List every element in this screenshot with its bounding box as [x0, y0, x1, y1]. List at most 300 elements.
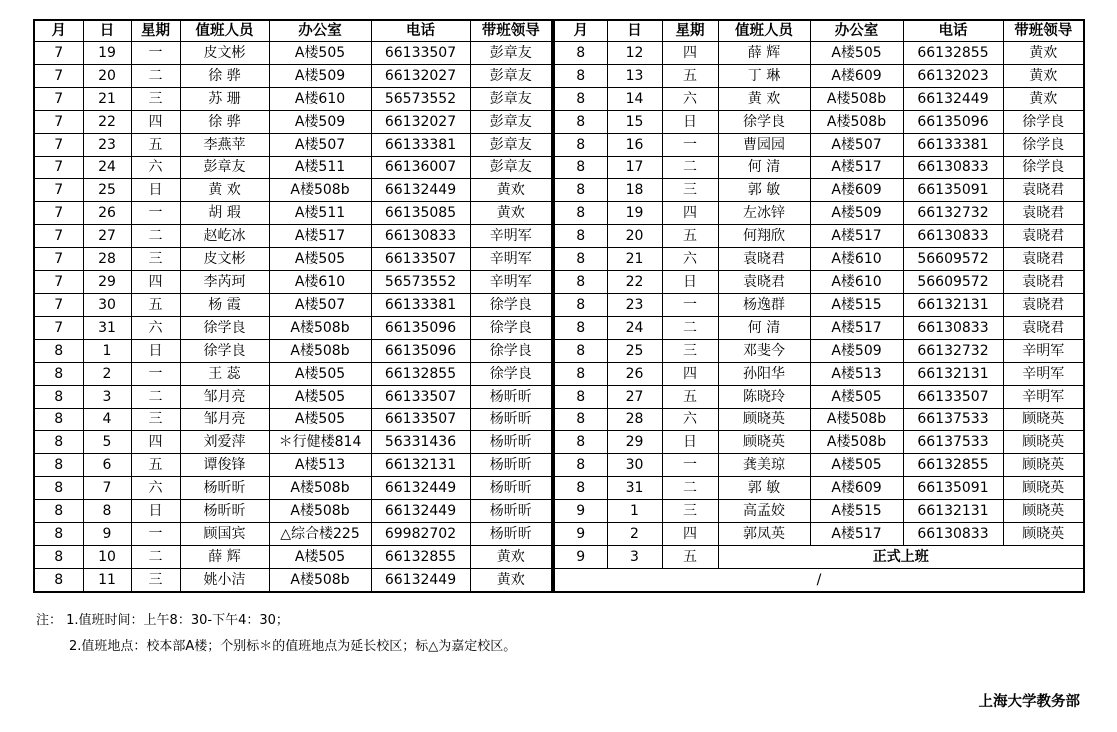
cell-month: 7 — [35, 293, 83, 316]
cell-leader: 杨昕昕 — [470, 454, 551, 477]
cell-day: 28 — [607, 408, 662, 431]
cell-leader: 袁晓君 — [1003, 293, 1083, 316]
cell-phone: 66130833 — [371, 225, 470, 248]
cell-leader: 黄欢 — [1003, 64, 1083, 87]
cell-month: 7 — [35, 316, 83, 339]
cell-weekday: 一 — [662, 293, 718, 316]
table-row — [35, 64, 551, 87]
note-prefix: 注： — [36, 613, 63, 628]
table-row — [555, 42, 1083, 65]
cell-month: 8 — [555, 385, 607, 408]
cell-weekday: 五 — [662, 225, 718, 248]
cell-month: 7 — [35, 156, 83, 179]
cell-month: 7 — [35, 42, 83, 65]
cell-day: 13 — [607, 64, 662, 87]
cell-weekday: 四 — [131, 110, 180, 133]
cell-office: A楼515 — [810, 293, 903, 316]
cell-day: 20 — [83, 64, 131, 87]
cell-weekday: 三 — [131, 248, 180, 271]
cell-month: 8 — [35, 431, 83, 454]
cell-office: A楼507 — [810, 133, 903, 156]
cell-day: 23 — [607, 293, 662, 316]
cell-day: 25 — [607, 339, 662, 362]
table-row — [555, 500, 1083, 523]
cell-leader: 徐学良 — [470, 316, 551, 339]
cell-leader: 徐学良 — [470, 362, 551, 385]
cell-staff: 姚小洁 — [180, 568, 269, 591]
cell-day: 24 — [607, 316, 662, 339]
cell-phone: 66137533 — [903, 431, 1003, 454]
cell-phone: 66132131 — [371, 454, 470, 477]
cell-leader: 杨昕昕 — [470, 385, 551, 408]
cell-day: 31 — [83, 316, 131, 339]
cell-leader: 袁晓君 — [1003, 271, 1083, 294]
cell-leader: 黄欢 — [1003, 87, 1083, 110]
cell-day: 2 — [83, 362, 131, 385]
cell-month: 8 — [555, 202, 607, 225]
cell-office: A楼508b — [269, 568, 371, 591]
cell-phone: 66132732 — [903, 202, 1003, 225]
cell-leader: 黄欢 — [470, 202, 551, 225]
cell-month: 8 — [555, 248, 607, 271]
table-row — [35, 523, 551, 546]
cell-month: 8 — [555, 179, 607, 202]
cell-phone: 66133507 — [371, 248, 470, 271]
cell-weekday: 三 — [131, 87, 180, 110]
table-row — [555, 339, 1083, 362]
cell-leader: 彭章友 — [470, 133, 551, 156]
roster-left-half — [35, 21, 551, 591]
cell-weekday: 四 — [662, 362, 718, 385]
cell-phone: 66132131 — [903, 362, 1003, 385]
cell-weekday: 日 — [131, 179, 180, 202]
cell-staff: 刘爱萍 — [180, 431, 269, 454]
cell-month: 7 — [35, 110, 83, 133]
cell-staff: 顾国宾 — [180, 523, 269, 546]
cell-day: 29 — [83, 271, 131, 294]
cell-weekday: 五 — [131, 133, 180, 156]
cell-weekday: 三 — [662, 339, 718, 362]
cell-weekday: 六 — [662, 408, 718, 431]
cell-staff: 徐 骅 — [180, 110, 269, 133]
cell-day: 21 — [607, 248, 662, 271]
cell-day: 30 — [607, 454, 662, 477]
cell-staff: 高孟姣 — [718, 500, 810, 523]
cell-leader: 彭章友 — [470, 64, 551, 87]
cell-weekday: 三 — [662, 179, 718, 202]
cell-office: A楼508b — [269, 477, 371, 500]
cell-leader: 顾晓英 — [1003, 431, 1083, 454]
organization-signature: 上海大学教务部 — [978, 694, 1080, 710]
cell-day: 22 — [607, 271, 662, 294]
cell-staff: 薛 辉 — [718, 42, 810, 65]
cell-day: 21 — [83, 87, 131, 110]
cell-weekday: 四 — [662, 523, 718, 546]
table-row — [555, 156, 1083, 179]
cell-leader: 杨昕昕 — [470, 408, 551, 431]
cell-staff: 徐学良 — [180, 316, 269, 339]
cell-staff: 孙阳华 — [718, 362, 810, 385]
cell-office: A楼505 — [810, 385, 903, 408]
table-row — [35, 477, 551, 500]
table-row — [35, 408, 551, 431]
cell-weekday: 五 — [131, 293, 180, 316]
cell-weekday: 日 — [662, 271, 718, 294]
cell-staff: 丁 琳 — [718, 64, 810, 87]
table-row — [35, 316, 551, 339]
cell-staff: 左冰锌 — [718, 202, 810, 225]
cell-day: 31 — [607, 477, 662, 500]
cell-weekday: 五 — [662, 385, 718, 408]
table-row — [35, 454, 551, 477]
cell-staff: 邓斐今 — [718, 339, 810, 362]
cell-office: A楼513 — [810, 362, 903, 385]
cell-office: A楼511 — [269, 156, 371, 179]
cell-office: A楼513 — [269, 454, 371, 477]
cell-phone: 66132855 — [903, 42, 1003, 65]
cell-weekday: 六 — [662, 87, 718, 110]
cell-leader: 杨昕昕 — [470, 431, 551, 454]
cell-day: 6 — [83, 454, 131, 477]
right-table — [555, 21, 1083, 591]
cell-phone: 66130833 — [903, 523, 1003, 546]
cell-office: A楼515 — [810, 500, 903, 523]
cell-office: A楼511 — [269, 202, 371, 225]
cell-staff: 袁晓君 — [718, 271, 810, 294]
cell-leader: 袁晓君 — [1003, 225, 1083, 248]
header-weekday: 星期 — [131, 21, 180, 42]
cell-staff: 何 清 — [718, 316, 810, 339]
cell-weekday: 四 — [662, 202, 718, 225]
cell-phone: 66132027 — [371, 110, 470, 133]
cell-staff: 苏 珊 — [180, 87, 269, 110]
cell-leader: 徐学良 — [1003, 110, 1083, 133]
cell-weekday: 二 — [131, 64, 180, 87]
cell-staff: 薛 辉 — [180, 545, 269, 568]
cell-staff: 徐 骅 — [180, 64, 269, 87]
cell-day: 1 — [83, 339, 131, 362]
cell-leader: 袁晓君 — [1003, 316, 1083, 339]
cell-staff: 顾晓英 — [718, 431, 810, 454]
cell-day: 2 — [607, 523, 662, 546]
cell-phone: 56331436 — [371, 431, 470, 454]
cell-phone: 66132449 — [371, 500, 470, 523]
cell-staff: 徐学良 — [718, 110, 810, 133]
cell-day: 28 — [83, 248, 131, 271]
note-line-1 — [36, 608, 516, 634]
cell-month: 8 — [555, 271, 607, 294]
cell-month: 8 — [35, 477, 83, 500]
table-row — [35, 431, 551, 454]
cell-month: 8 — [555, 316, 607, 339]
cell-staff: 郭 敏 — [718, 477, 810, 500]
cell-month: 8 — [555, 408, 607, 431]
cell-office: A楼505 — [269, 408, 371, 431]
cell-office: A楼609 — [810, 179, 903, 202]
table-row — [35, 42, 551, 65]
cell-staff: 邹月亮 — [180, 408, 269, 431]
cell-month: 7 — [35, 64, 83, 87]
cell-weekday: 六 — [131, 316, 180, 339]
cell-day: 3 — [607, 545, 662, 568]
cell-office: A楼508b — [810, 408, 903, 431]
cell-staff: 徐学良 — [180, 339, 269, 362]
cell-staff: 黄 欢 — [180, 179, 269, 202]
cell-phone: 66132855 — [371, 545, 470, 568]
cell-day: 20 — [607, 225, 662, 248]
cell-office: A楼508b — [810, 431, 903, 454]
table-row — [35, 179, 551, 202]
cell-phone: 66137533 — [903, 408, 1003, 431]
table-row — [555, 316, 1083, 339]
table-row — [35, 293, 551, 316]
cell-phone: 66135091 — [903, 179, 1003, 202]
cell-staff: 杨昕昕 — [180, 477, 269, 500]
cell-phone: 66132855 — [903, 454, 1003, 477]
cell-month: 8 — [35, 500, 83, 523]
cell-month: 8 — [555, 431, 607, 454]
header-staff: 值班人员 — [180, 21, 269, 42]
header-office: 办公室 — [269, 21, 371, 42]
cell-weekday: 一 — [131, 42, 180, 65]
table-row — [35, 339, 551, 362]
cell-month: 8 — [555, 133, 607, 156]
cell-leader: 袁晓君 — [1003, 202, 1083, 225]
cell-month: 9 — [555, 523, 607, 546]
cell-phone: 66133507 — [371, 385, 470, 408]
cell-phone: 66135091 — [903, 477, 1003, 500]
cell-day: 17 — [607, 156, 662, 179]
header-staff: 值班人员 — [718, 21, 810, 42]
cell-day: 7 — [83, 477, 131, 500]
cell-leader: 徐学良 — [1003, 156, 1083, 179]
cell-day: 30 — [83, 293, 131, 316]
cell-day: 11 — [83, 568, 131, 591]
cell-day: 25 — [83, 179, 131, 202]
cell-weekday: 四 — [131, 271, 180, 294]
table-row — [555, 179, 1083, 202]
cell-month: 8 — [35, 454, 83, 477]
table-row — [555, 202, 1083, 225]
cell-office: A楼517 — [810, 523, 903, 546]
cell-month: 8 — [555, 339, 607, 362]
cell-staff: 陈晓玲 — [718, 385, 810, 408]
cell-month: 8 — [555, 362, 607, 385]
cell-office: A楼609 — [810, 64, 903, 87]
duty-roster-table — [33, 19, 1085, 593]
cell-phone: 56573552 — [371, 87, 470, 110]
cell-weekday: 日 — [131, 339, 180, 362]
cell-office: A楼509 — [810, 339, 903, 362]
cell-leader: 顾晓英 — [1003, 500, 1083, 523]
cell-staff: 王 蕊 — [180, 362, 269, 385]
cell-phone: 66132027 — [371, 64, 470, 87]
cell-office: A楼517 — [269, 225, 371, 248]
table-row — [555, 225, 1083, 248]
cell-staff: 杨昕昕 — [180, 500, 269, 523]
cell-office: A楼610 — [269, 87, 371, 110]
cell-phone: 66130833 — [903, 156, 1003, 179]
cell-office: A楼509 — [269, 64, 371, 87]
cell-day: 27 — [607, 385, 662, 408]
table-row — [555, 248, 1083, 271]
header-office: 办公室 — [810, 21, 903, 42]
cell-day: 24 — [83, 156, 131, 179]
cell-month: 8 — [35, 362, 83, 385]
table-row — [555, 385, 1083, 408]
cell-staff: 赵屹冰 — [180, 225, 269, 248]
note-duty-location: 2.值班地点：校本部A楼；个别标＊的值班地点为延长校区；标△为嘉定校区。 — [69, 639, 517, 654]
table-row — [35, 385, 551, 408]
header-leader: 带班领导 — [1003, 21, 1083, 42]
cell-phone: 66135085 — [371, 202, 470, 225]
cell-month: 8 — [555, 87, 607, 110]
cell-weekday: 二 — [131, 385, 180, 408]
cell-month: 8 — [35, 339, 83, 362]
cell-phone: 66133507 — [903, 385, 1003, 408]
cell-phone: 66133381 — [371, 293, 470, 316]
cell-month: 8 — [555, 42, 607, 65]
table-row — [35, 87, 551, 110]
cell-weekday: 三 — [131, 568, 180, 591]
cell-phone: 66132449 — [371, 179, 470, 202]
cell-weekday: 四 — [131, 431, 180, 454]
cell-staff: 龚美琼 — [718, 454, 810, 477]
cell-staff: 黄 欢 — [718, 87, 810, 110]
cell-day: 26 — [607, 362, 662, 385]
header-row — [35, 21, 551, 42]
cell-day: 18 — [607, 179, 662, 202]
cell-month: 9 — [555, 545, 607, 568]
cell-month: 8 — [555, 454, 607, 477]
table-row — [555, 362, 1083, 385]
cell-month: 8 — [555, 225, 607, 248]
cell-phone: 66135096 — [903, 110, 1003, 133]
table-row — [555, 64, 1083, 87]
table-row — [555, 87, 1083, 110]
cell-day: 1 — [607, 500, 662, 523]
cell-office: A楼517 — [810, 316, 903, 339]
cell-leader: 顾晓英 — [1003, 454, 1083, 477]
cell-office: A楼508b — [269, 179, 371, 202]
cell-office: A楼505 — [810, 454, 903, 477]
cell-staff: 谭俊锋 — [180, 454, 269, 477]
cell-office: A楼517 — [810, 225, 903, 248]
cell-leader: 袁晓君 — [1003, 179, 1083, 202]
cell-day: 22 — [83, 110, 131, 133]
cell-day: 16 — [607, 133, 662, 156]
note-duty-time: 1.值班时间：上午8：30-下午4：30； — [66, 613, 289, 628]
cell-staff: 杨逸群 — [718, 293, 810, 316]
cell-phone: 66136007 — [371, 156, 470, 179]
cell-leader: 黄欢 — [470, 568, 551, 591]
cell-weekday: 四 — [662, 42, 718, 65]
cell-day: 27 — [83, 225, 131, 248]
cell-weekday: 日 — [662, 110, 718, 133]
cell-staff: 李芮珂 — [180, 271, 269, 294]
cell-phone: 66130833 — [903, 316, 1003, 339]
cell-month: 7 — [35, 248, 83, 271]
cell-month: 7 — [35, 133, 83, 156]
cell-leader: 袁晓君 — [1003, 248, 1083, 271]
cell-leader: 徐学良 — [470, 339, 551, 362]
cell-office: A楼508b — [810, 110, 903, 133]
cell-leader: 杨昕昕 — [470, 477, 551, 500]
cell-leader: 辛明军 — [1003, 385, 1083, 408]
header-month: 月 — [555, 21, 607, 42]
cell-phone: 66132449 — [371, 477, 470, 500]
cell-staff: 杨 霞 — [180, 293, 269, 316]
cell-leader: 辛明军 — [1003, 362, 1083, 385]
cell-weekday: 二 — [131, 545, 180, 568]
cell-day: 3 — [83, 385, 131, 408]
table-row — [35, 248, 551, 271]
cell-official-work-notice: 正式上班 — [718, 545, 1083, 568]
notes — [36, 608, 516, 660]
cell-leader: 黄欢 — [470, 545, 551, 568]
cell-leader: 顾晓英 — [1003, 408, 1083, 431]
cell-office: A楼505 — [269, 362, 371, 385]
cell-leader: 辛明军 — [470, 271, 551, 294]
cell-month: 8 — [35, 568, 83, 591]
cell-staff: 彭章友 — [180, 156, 269, 179]
cell-office: A楼509 — [269, 110, 371, 133]
cell-weekday: 一 — [662, 133, 718, 156]
cell-leader: 彭章友 — [470, 110, 551, 133]
table-row — [35, 156, 551, 179]
table-row — [555, 293, 1083, 316]
cell-phone: 66133381 — [371, 133, 470, 156]
cell-leader: 辛明军 — [470, 225, 551, 248]
cell-phone: 56609572 — [903, 271, 1003, 294]
cell-day: 14 — [607, 87, 662, 110]
cell-weekday: 五 — [662, 64, 718, 87]
cell-staff: 顾晓英 — [718, 408, 810, 431]
header-row — [555, 21, 1083, 42]
roster-right-half — [551, 21, 1083, 591]
cell-day: 29 — [607, 431, 662, 454]
header-leader: 带班领导 — [470, 21, 551, 42]
cell-office: A楼509 — [810, 202, 903, 225]
cell-weekday: 二 — [662, 316, 718, 339]
cell-month: 8 — [555, 293, 607, 316]
cell-phone: 66132855 — [371, 362, 470, 385]
cell-day: 10 — [83, 545, 131, 568]
cell-day: 9 — [83, 523, 131, 546]
table-row — [555, 454, 1083, 477]
cell-weekday: 日 — [131, 500, 180, 523]
cell-phone: 66132732 — [903, 339, 1003, 362]
table-row-blank — [555, 568, 1083, 591]
cell-office: △综合楼225 — [269, 523, 371, 546]
table-row — [35, 500, 551, 523]
cell-weekday: 日 — [662, 431, 718, 454]
header-day: 日 — [83, 21, 131, 42]
cell-weekday: 二 — [131, 225, 180, 248]
cell-staff: 郭凤英 — [718, 523, 810, 546]
cell-office: A楼507 — [269, 293, 371, 316]
table-row — [35, 271, 551, 294]
cell-day: 15 — [607, 110, 662, 133]
cell-office: A楼508b — [269, 316, 371, 339]
cell-leader: 徐学良 — [1003, 133, 1083, 156]
cell-office: A楼610 — [269, 271, 371, 294]
cell-month: 8 — [35, 385, 83, 408]
cell-leader: 辛明军 — [1003, 339, 1083, 362]
cell-day: 4 — [83, 408, 131, 431]
table-row — [555, 408, 1083, 431]
cell-staff: 皮文彬 — [180, 42, 269, 65]
